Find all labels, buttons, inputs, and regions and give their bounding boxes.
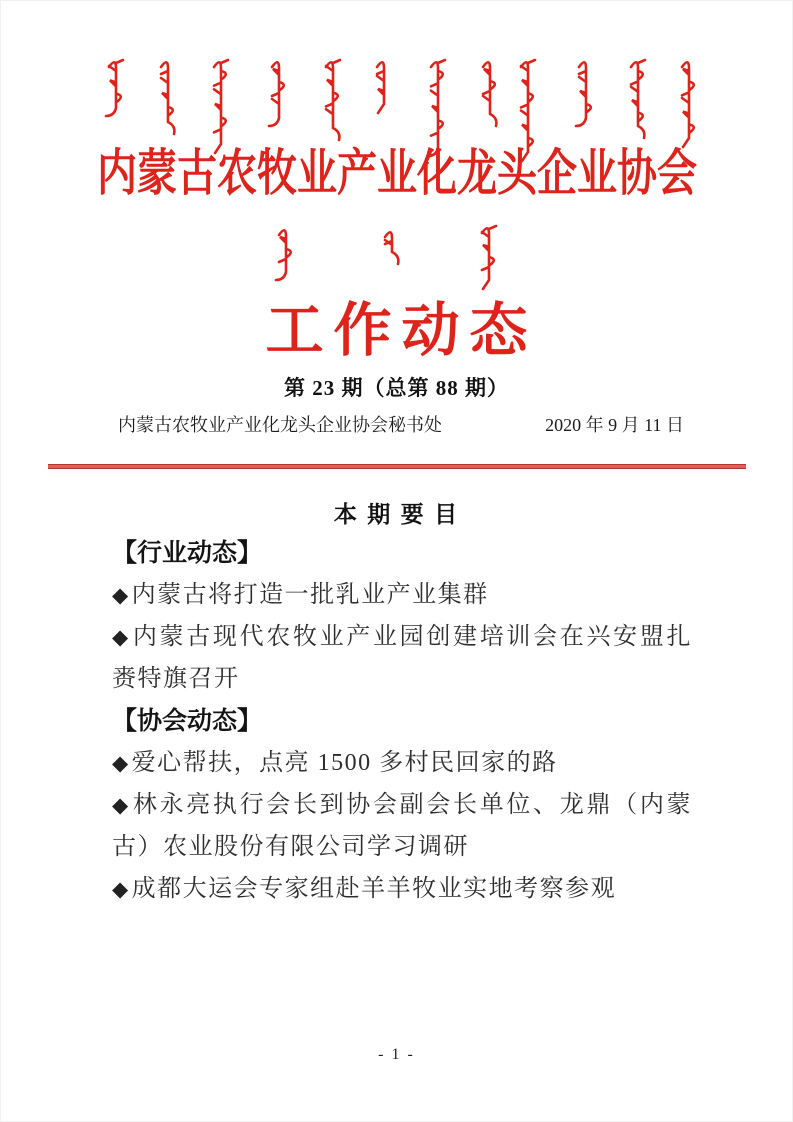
publication-date: 2020 年 9 月 11 日: [545, 415, 684, 435]
toc-section-label: 【协会动态】: [112, 707, 263, 735]
byline-row: [0, 411, 793, 437]
toc-section-label: 【行业动态】: [112, 539, 263, 567]
page-number: - 1 -: [378, 1046, 415, 1063]
diamond-bullet-icon: ◆: [112, 793, 131, 817]
diamond-bullet-icon: ◆: [112, 877, 130, 901]
red-divider: [48, 464, 746, 469]
toc-item: ◆成都大运会专家组赴羊羊牧业实地考察参观: [112, 876, 617, 902]
mongolian-glyph: [385, 232, 398, 264]
toc-item: ◆林永亮执行会长到协会副会长单位、龙鼎（内蒙古）农业股份有限公司学习调研: [112, 792, 693, 860]
mongolian-glyph: [106, 60, 123, 116]
organization-name: [0, 133, 793, 205]
diamond-bullet-icon: ◆: [112, 751, 130, 775]
toc-item: ◆爱心帮扶，点亮 1500 多村民回家的路: [112, 750, 558, 776]
toc-body: [112, 532, 692, 910]
issue-number: 第 23 期（总第 88 期）: [284, 376, 509, 400]
diamond-bullet-icon: ◆: [112, 625, 131, 649]
mongolian-glyph: [482, 226, 496, 289]
toc-item: ◆内蒙古将打造一批乳业产业集群: [112, 582, 489, 608]
mongolian-glyph: [326, 60, 340, 140]
organization-name-text: 内蒙古农牧业产业化龙头企业协会: [96, 145, 697, 201]
mongolian-glyph: [631, 60, 645, 138]
mongolian-glyph: [483, 62, 496, 126]
mongolian-glyph: [377, 62, 384, 113]
mongolian-glyph: [269, 62, 284, 126]
toc-heading: 本 期 要 目: [333, 501, 460, 527]
toc-item: ◆内蒙古现代农牧业产业园创建培训会在兴安盟扎赉特旗召开: [112, 624, 693, 692]
publisher-name: 内蒙古农牧业产业化龙头企业协会秘书处: [118, 415, 442, 435]
bulletin-title: 工作动态: [265, 298, 538, 363]
mongolian-glyph: [576, 62, 591, 126]
diamond-bullet-icon: ◆: [112, 583, 130, 607]
mongolian-glyph: [276, 230, 291, 280]
mongolian-glyph: [161, 62, 174, 134]
